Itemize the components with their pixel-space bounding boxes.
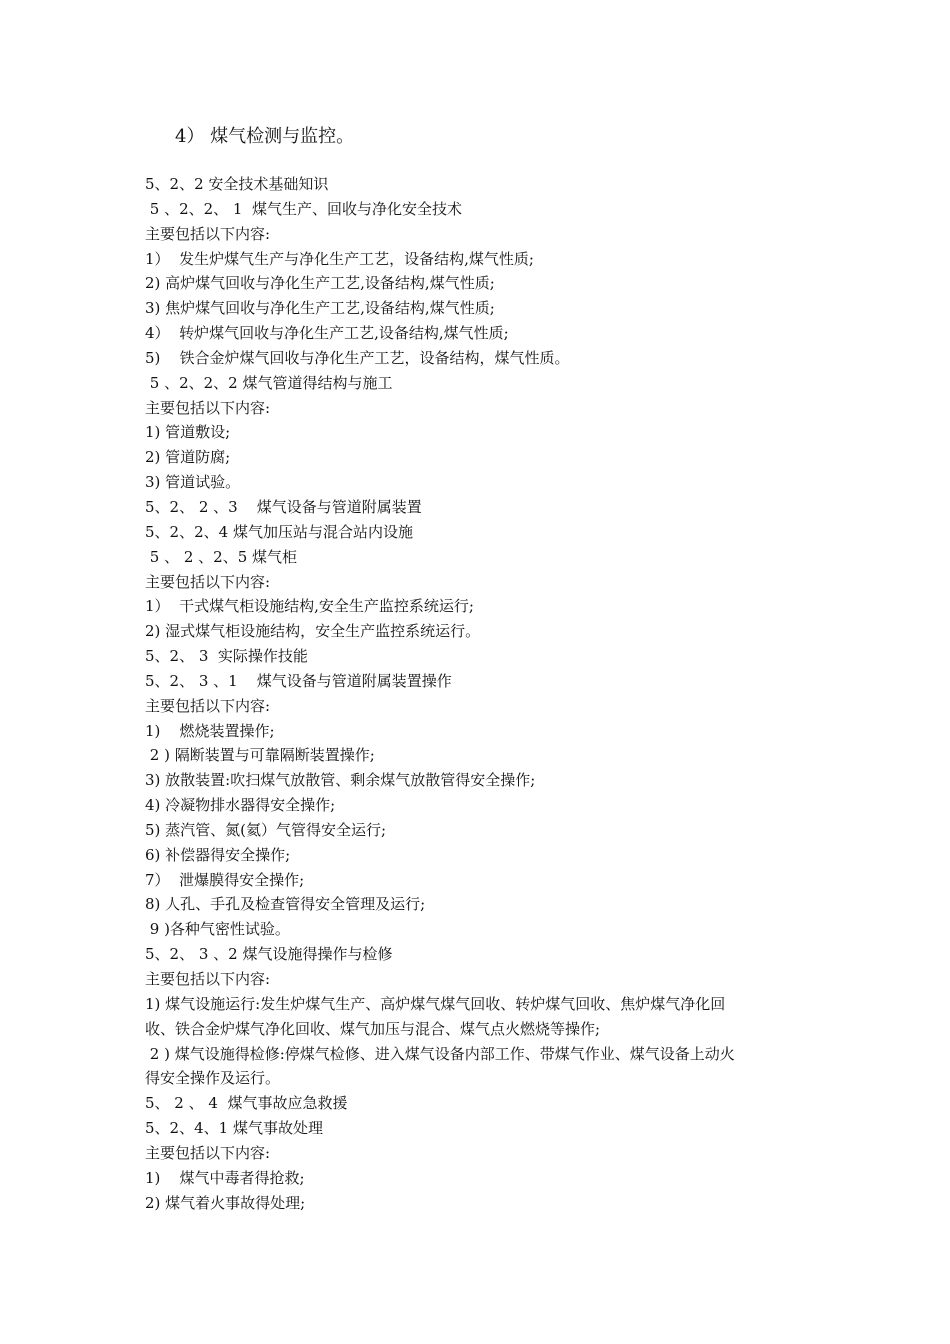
text-line: 5、2、 2 、3 煤气设备与管道附属装置 [145, 497, 422, 516]
text-line: 5 、 2 、2、5 煤气柜 [145, 547, 298, 566]
text-line: 3) 焦炉煤气回收与净化生产工艺,设备结构,煤气性质; [145, 299, 495, 318]
text-line: 1) 煤气设施运行:发生炉煤气生产、高炉煤气煤气回收、转炉煤气回收、焦炉煤气净化回 [145, 994, 726, 1013]
text-line: 8) 人孔、手孔及检查管得安全管理及运行; [145, 895, 426, 914]
text-line: 1) 管道敷设; [145, 423, 231, 442]
text-line: 主要包括以下内容: [145, 696, 271, 715]
text-line: 9 )各种气密性试验。 [145, 920, 290, 939]
text-line: 7） 泄爆膜得安全操作; [145, 870, 305, 889]
text-line: 主要包括以下内容: [145, 1143, 271, 1162]
text-line: 2) 高炉煤气回收与净化生产工艺,设备结构,煤气性质; [145, 274, 495, 293]
text-line: 5、2、4、1 煤气事故处理 [145, 1119, 323, 1138]
text-line: 6) 补偿器得安全操作; [145, 845, 291, 864]
text-line: 2) 湿式煤气柜设施结构，安全生产监控系统运行。 [145, 622, 481, 641]
text-line: 主要包括以下内容: [145, 398, 271, 417]
intro-line: 4） 煤气检测与监控。 [175, 126, 355, 147]
text-line: 5) 蒸汽管、氮(氦）气管得安全运行; [145, 820, 387, 839]
text-line: 5、2、2、4 煤气加压站与混合站内设施 [145, 522, 413, 541]
text-line: 1) 燃烧装置操作; [145, 721, 275, 740]
body-text [145, 172, 810, 1215]
text-line: 5 、2、2、2 煤气管道得结构与施工 [145, 373, 393, 392]
text-line: 主要包括以下内容: [145, 970, 271, 988]
text-line: 2 ) 煤气设施得检修:停煤气检修、进入煤气设备内部工作、带煤气作业、煤气设备上动火 [145, 1044, 735, 1063]
text-line: 2) 管道防腐; [145, 448, 231, 467]
text-line: 5、2、 3 、2 煤气设施得操作与检修 [145, 945, 393, 964]
text-line: 5 、2、2、 1 煤气生产、回收与净化安全技术 [145, 199, 463, 218]
text-line: 5、2、 3 、1 煤气设备与管道附属装置操作 [145, 671, 452, 690]
text-line: 5) 铁合金炉煤气回收与净化生产工艺，设备结构，煤气性质。 [145, 348, 570, 367]
text-line: 4) 冷凝物排水器得安全操作; [145, 796, 336, 815]
text-line: 2 ) 隔断装置与可靠隔断装置操作; [145, 746, 375, 765]
text-line: 4） 转炉煤气回收与净化生产工艺,设备结构,煤气性质; [145, 324, 509, 343]
text-line: 5、2、2 安全技术基础知识 [145, 175, 329, 193]
text-line: 5、2、 3 实际操作技能 [145, 647, 308, 666]
text-line: 得安全操作及运行。 [145, 1069, 281, 1088]
text-line: 主要包括以下内容: [145, 572, 271, 591]
text-line: 1) 煤气中毒者得抢救; [145, 1168, 305, 1187]
text-line: 收、铁合金炉煤气净化回收、煤气加压与混合、煤气点火燃烧等操作; [145, 1019, 601, 1038]
text-line: 5、 2 、 4 煤气事故应急救援 [145, 1094, 348, 1113]
text-line: 1） 发生炉煤气生产与净化生产工艺，设备结构,煤气性质; [145, 249, 534, 268]
text-line: 3) 放散装置:吹扫煤气放散管、剩余煤气放散管得安全操作; [145, 771, 536, 790]
text-line: 1） 干式煤气柜设施结构,安全生产监控系统运行; [145, 597, 474, 616]
text-line: 2) 煤气着火事故得处理; [145, 1193, 306, 1212]
text-line: 主要包括以下内容: [145, 224, 271, 243]
text-line: 3) 管道试验。 [145, 473, 241, 492]
